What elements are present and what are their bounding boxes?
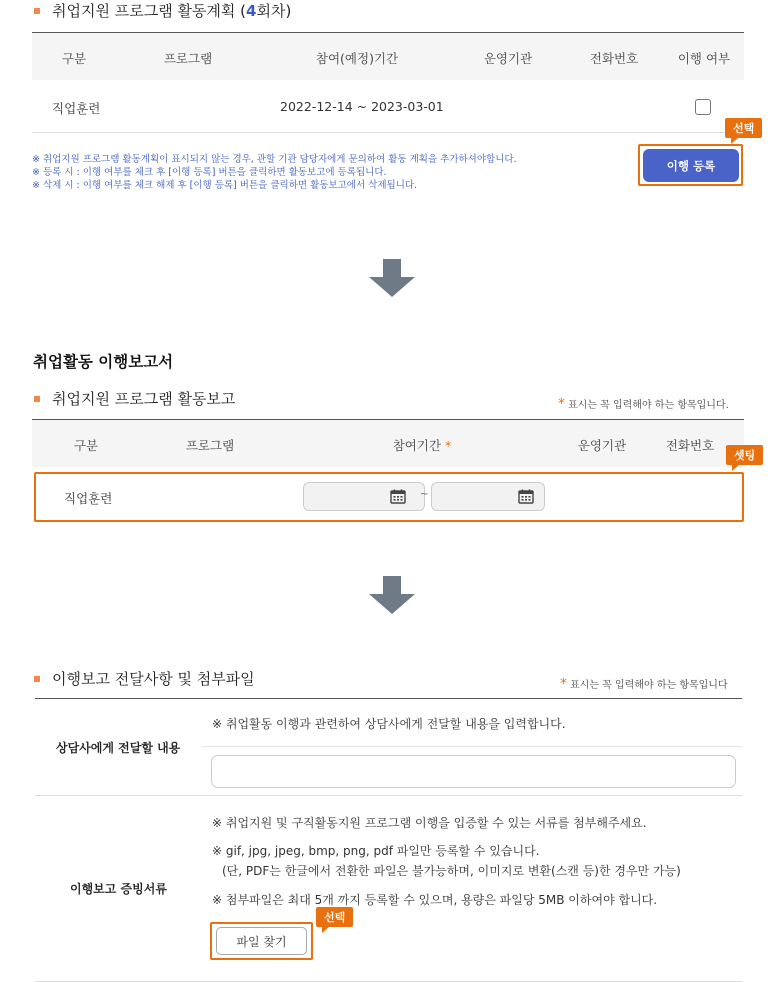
date-separator: ~	[420, 489, 429, 500]
proof-info-2: ※ gif, jpg, jpeg, bmp, png, pdf 파일만 등록할 수 있습니다.	[212, 844, 540, 858]
plan-title-count: 4	[246, 1, 257, 20]
register-button[interactable]: 이행 등록	[643, 149, 739, 182]
proof-info-1: ※ 취업지원 및 구직활동지원 프로그램 이행을 입증할 수 있는 서류를 첨부해주세요.	[212, 816, 647, 830]
attachments-section-title	[34, 668, 255, 689]
plan-th-category: 구분	[61, 51, 87, 66]
bullet-icon	[34, 8, 40, 14]
plan-notes	[32, 153, 517, 192]
find-file-button[interactable]: 파일 찾기	[216, 927, 307, 955]
required-star-icon: *	[558, 396, 565, 412]
arrow-down-icon	[369, 259, 415, 297]
plan-row-period: 2022-12-14 ~ 2023-03-01	[280, 99, 444, 114]
plan-th-period: 참여(예정)기간	[315, 51, 399, 66]
report-th-agency: 운영기관	[577, 438, 627, 453]
proof-info-4: ※ 첨부파일은 최대 5개 까지 등록할 수 있으며, 용량은 파일당 5MB 이하여야 합니다.	[212, 893, 658, 907]
report-th-program: 프로그램	[185, 438, 235, 453]
calendar-icon[interactable]	[390, 489, 406, 504]
setting-tag: 셋팅	[726, 445, 763, 465]
attachments-row-divider	[35, 795, 742, 796]
proof-info-3: (단, PDF는 한글에서 전환한 파일은 불가능하며, 이미지로 변환(스캔 등)한 경우만 가능)	[222, 864, 681, 878]
required-star-icon: *	[560, 676, 567, 692]
plan-th-phone: 전화번호	[589, 51, 639, 66]
arrow-down-icon	[369, 576, 415, 614]
report-required-note	[558, 396, 729, 412]
plan-table-header	[32, 32, 744, 80]
report-title-text: 취업지원 프로그램 활동보고	[52, 390, 236, 408]
report-th-category: 구분	[73, 438, 99, 453]
start-date-input[interactable]	[303, 482, 425, 511]
counselor-hint: ※ 취업활동 이행과 관련하여 상담사에게 전달할 내용을 입력합니다.	[212, 717, 566, 731]
end-date-input[interactable]	[431, 482, 545, 511]
bullet-icon	[34, 396, 40, 402]
status-checkbox[interactable]	[695, 99, 711, 115]
plan-section-title	[34, 0, 291, 21]
attachments-top-border	[35, 698, 742, 699]
report-th-period-text: 참여기간	[392, 438, 442, 453]
report-th-period	[393, 436, 452, 454]
bullet-icon	[34, 676, 40, 682]
counselor-label: 상담사에게 전달할 내용	[56, 741, 181, 755]
plan-row-category: 직업훈련	[52, 101, 101, 116]
report-row-category: 직업훈련	[64, 491, 113, 506]
plan-th-status: 이행 여부	[677, 51, 731, 66]
select-tag-register: 선택	[725, 118, 762, 138]
plan-note-2: ※ 등록 시 : 이행 여부를 체크 후 [이행 등록] 버튼을 클릭하면 활동보고에 등록됩니다.	[32, 167, 387, 178]
report-heading: 취업활동 이행보고서	[33, 353, 174, 371]
counselor-divider	[202, 746, 742, 747]
select-tag-file: 선택	[316, 907, 353, 927]
report-table-header	[32, 419, 744, 467]
report-section-title	[34, 388, 235, 409]
proof-label: 이행보고 증빙서류	[70, 882, 167, 896]
attachments-required-note	[560, 676, 728, 692]
plan-row-divider	[32, 132, 744, 133]
counselor-message-input[interactable]	[211, 755, 736, 788]
attachments-title-text: 이행보고 전달사항 및 첨부파일	[52, 670, 255, 688]
calendar-icon[interactable]	[518, 489, 534, 504]
plan-th-agency: 운영기관	[483, 51, 533, 66]
required-star-icon: *	[445, 438, 452, 453]
report-required-text: 표시는 꼭 입력해야 하는 항목입니다.	[568, 400, 729, 411]
plan-th-program: 프로그램	[163, 51, 213, 66]
plan-note-1: ※ 취업지원 프로그램 활동계획이 표시되지 않는 경우, 관할 기관 담당자에게 문의하여 활동 계획을 추가하셔야합니다.	[32, 154, 517, 165]
plan-title-suffix: 회차)	[256, 2, 292, 20]
report-th-phone: 전화번호	[665, 438, 715, 453]
plan-title-prefix: 취업지원 프로그램 활동계획 (	[52, 2, 247, 20]
attachments-required-text: 표시는 꼭 입력해야 하는 항목입니다	[570, 680, 728, 691]
plan-note-3: ※ 삭제 시 : 이행 여부를 체크 해제 후 [이행 등록] 버튼을 클릭하면 활동보고에서 삭제됩니다.	[32, 180, 418, 191]
